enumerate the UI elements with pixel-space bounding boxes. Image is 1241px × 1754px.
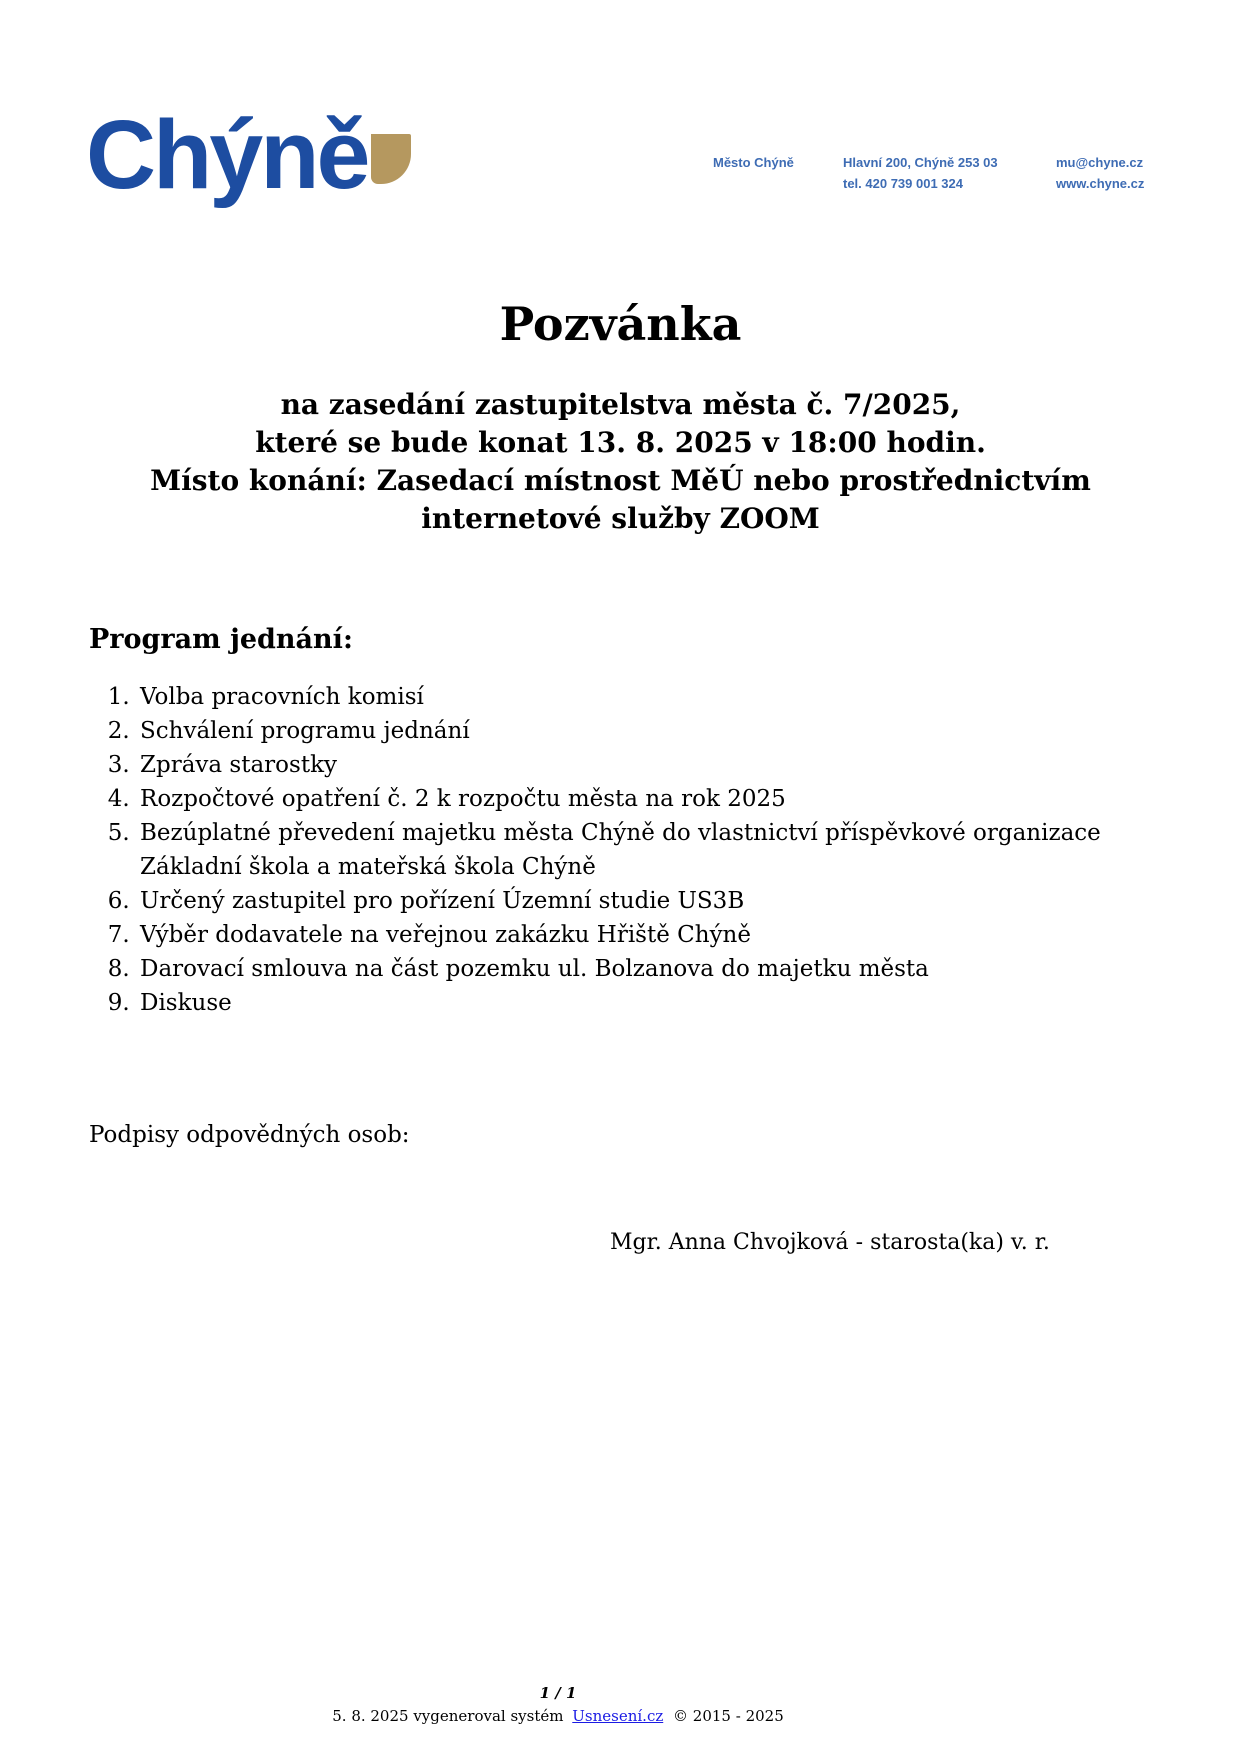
contact-phone-line: tel. 420 739 001 324	[843, 176, 963, 191]
usneseni-link[interactable]: Usnesení.cz	[572, 1707, 664, 1725]
contact-org	[713, 152, 794, 173]
footer-copyright: © 2015 - 2025	[673, 1707, 784, 1725]
document-title: Pozvánka	[499, 297, 742, 351]
page-number: 1 / 1	[539, 1684, 577, 1702]
program-item: 4. Rozpočtové opatření č. 2 k rozpočtu města na rok 2025	[137, 782, 1127, 816]
footer-generated-prefix: 5. 8. 2025 vygeneroval systém	[332, 1707, 564, 1725]
program-list	[103, 680, 1127, 1020]
program-item: 8. Darovací smlouva na část pozemku ul. Bolzanova do majetku města	[137, 952, 1127, 986]
signer-name: Mgr. Anna Chvojková - starosta(ka) v. r.	[610, 1230, 1050, 1255]
logo-gold-mark-icon	[371, 134, 411, 184]
footer-generated-line	[0, 1707, 1116, 1725]
contact-org-name: Město Chýně	[713, 155, 794, 170]
program-item: 1. Volba pracovních komisí	[137, 680, 1127, 714]
contact-web-block	[1056, 152, 1144, 194]
program-item: 2. Schválení programu jednání	[137, 714, 1127, 748]
contact-address-block	[843, 152, 998, 194]
meeting-detail-line: Místo konání: Zasedací místnost MěÚ nebo prostřednictvím	[150, 464, 1091, 497]
program-heading: Program jednání:	[89, 624, 353, 655]
contact-email: mu@chyne.cz	[1056, 155, 1144, 170]
meeting-detail-line: které se bude konat 13. 8. 2025 v 18:00 hodin.	[255, 426, 986, 459]
contact-address-line: Hlavní 200, Chýně 253 03	[843, 155, 998, 170]
meeting-detail-line: na zasedání zastupitelstva města č. 7/2025,	[280, 388, 961, 421]
program-item: 6. Určený zastupitel pro pořízení Územní studie US3B	[137, 884, 1127, 918]
program-item: 3. Zpráva starostky	[137, 748, 1127, 782]
meeting-detail-line: internetové služby ZOOM	[421, 502, 820, 535]
program-item: 9. Diskuse	[137, 986, 1127, 1020]
meeting-details	[0, 386, 1241, 538]
signatures-label: Podpisy odpovědných osob:	[89, 1122, 410, 1148]
town-logo	[86, 100, 411, 209]
logo-text: Chýně	[86, 100, 368, 209]
program-item: 7. Výběr dodavatele na veřejnou zakázku Hřiště Chýně	[137, 918, 1127, 952]
contact-website: www.chyne.cz	[1056, 176, 1145, 191]
program-item: 5. Bezúplatné převedení majetku města Chýně do vlastnictví příspěvkové organizace Základní škola a mateřská škola Chýně	[137, 816, 1127, 884]
